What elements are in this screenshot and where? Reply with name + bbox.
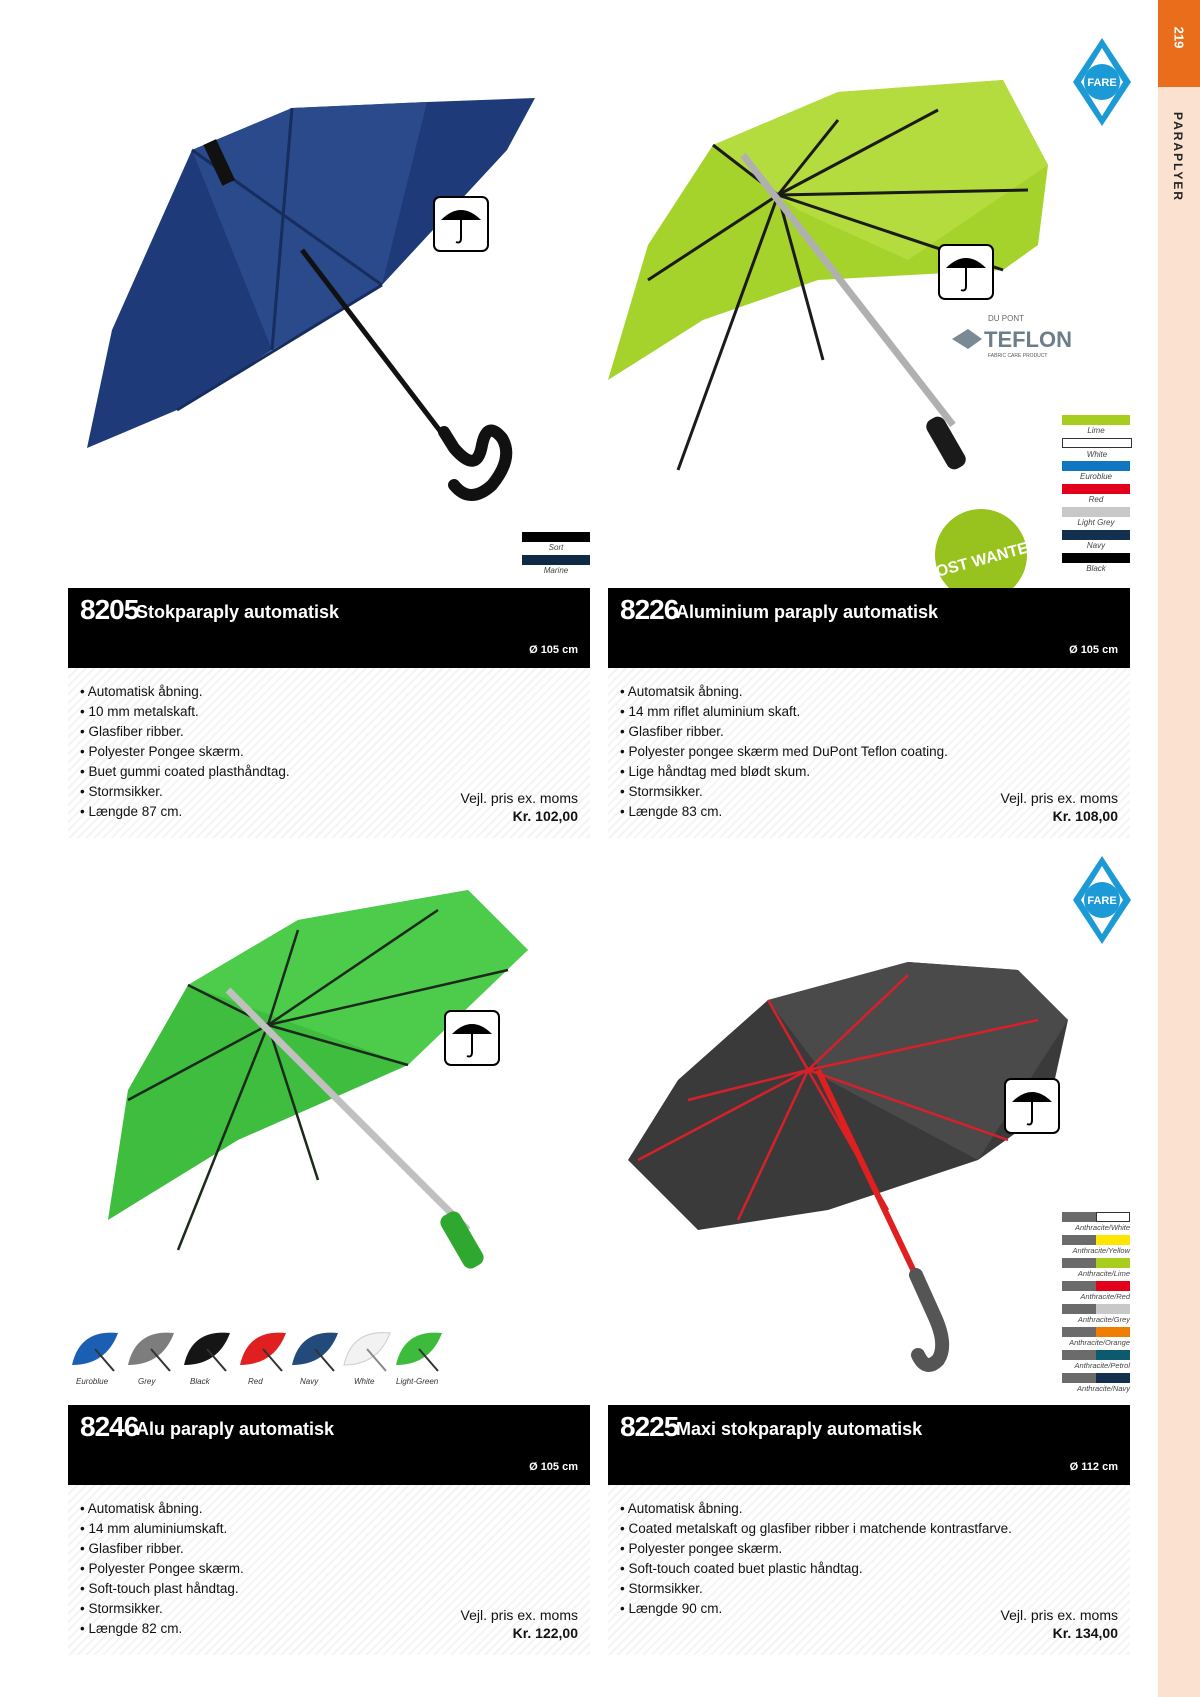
color-swatch: White <box>1062 438 1132 448</box>
feature-item: • Soft-touch plast håndtag. <box>80 1579 244 1599</box>
fare-logo <box>1073 38 1131 131</box>
product-title: Alu paraply automatisk <box>136 1419 335 1439</box>
feature-item: • Glasfiber ribber. <box>620 722 948 742</box>
feature-item: • Længde 82 cm. <box>80 1619 244 1639</box>
product-diameter: Ø 112 cm <box>1069 1461 1118 1473</box>
product-diameter: Ø 105 cm <box>529 1461 578 1473</box>
umbrella-thumb-icon <box>126 1325 176 1375</box>
feature-item: • Automatisk åbning. <box>620 1499 1012 1519</box>
feature-item: • Længde 83 cm. <box>620 802 948 822</box>
price: Kr. 134,00 <box>1052 1625 1118 1641</box>
umbrella-thumb-icon <box>182 1325 232 1375</box>
price: Kr. 102,00 <box>512 808 578 824</box>
product-card-8246 <box>68 860 590 1660</box>
svg-text:FARE: FARE <box>1087 77 1117 89</box>
color-swatch: Euroblue <box>1062 461 1130 471</box>
umbrella-thumb-icon <box>394 1325 444 1375</box>
feature-item: • Lige håndtag med blødt skum. <box>620 762 948 782</box>
svg-text:DU PONT: DU PONT <box>988 314 1024 323</box>
product-body <box>68 668 590 838</box>
feature-item: • Automatisk åbning. <box>80 682 290 702</box>
product-diameter: Ø 105 cm <box>1069 644 1118 656</box>
price: Kr. 108,00 <box>1052 808 1118 824</box>
feature-list <box>80 1499 244 1639</box>
color-swatches <box>1062 415 1132 573</box>
umbrella-thumb-icon <box>290 1325 340 1375</box>
umbrella-feature-icon <box>938 244 994 300</box>
feature-item: • Polyester pongee skærm med DuPont Teflon coating. <box>620 742 948 762</box>
umbrella-feature-icon <box>1004 1078 1060 1134</box>
color-swatch: Black <box>1062 553 1130 563</box>
product-header <box>68 588 590 668</box>
color-swatch: Anthracite/Petrol <box>1062 1350 1130 1360</box>
price-label: Vejl. pris ex. moms <box>460 1607 578 1623</box>
svg-text:TEFLON: TEFLON <box>984 327 1072 352</box>
umbrella-thumb-icon <box>70 1325 120 1375</box>
feature-item: • Stormsikker. <box>620 782 948 802</box>
umbrella-photo-navy <box>82 80 582 510</box>
feature-item: • Stormsikker. <box>80 782 290 802</box>
feature-item: • Glasfiber ribber. <box>80 1539 244 1559</box>
umbrella-photo-anthracite <box>628 960 1068 1380</box>
section-tab <box>1158 0 1200 1697</box>
color-swatch: Anthracite/White <box>1062 1212 1130 1222</box>
color-swatch: Marine <box>522 555 590 565</box>
teflon-logo <box>948 313 1073 361</box>
feature-item: • Soft-touch coated buet plastic håndtag. <box>620 1559 1012 1579</box>
feature-item: • Coated metalskaft og glasfiber ribber i matchende kontrastfarve. <box>620 1519 1012 1539</box>
color-swatch: Sort <box>522 532 590 542</box>
product-title: Aluminium paraply automatisk <box>676 602 939 622</box>
color-swatch: Anthracite/Lime <box>1062 1258 1130 1268</box>
feature-item: • Automatsik åbning. <box>620 682 948 702</box>
feature-item: • Polyester Pongee skærm. <box>80 1559 244 1579</box>
color-swatch: Lime <box>1062 415 1130 425</box>
feature-item: • Stormsikker. <box>80 1599 244 1619</box>
umbrella-photo-green <box>108 890 548 1290</box>
color-swatches <box>522 532 590 575</box>
product-title: Stokparaply automatisk <box>136 602 340 622</box>
color-swatch: Anthracite/Orange <box>1062 1327 1130 1337</box>
product-header <box>608 588 1130 668</box>
product-body <box>68 1485 590 1655</box>
page-number: 219 <box>1171 26 1187 49</box>
product-card-8225 <box>608 860 1130 1660</box>
feature-list <box>620 1499 1012 1619</box>
color-swatch: Light Grey <box>1062 507 1130 517</box>
svg-text:FABRIC CARE PRODUCT: FABRIC CARE PRODUCT <box>988 353 1048 359</box>
color-thumbnails: Euroblue Grey Black Red Navy White Light-Green <box>68 1325 468 1395</box>
product-diameter: Ø 105 cm <box>529 644 578 656</box>
product-body <box>608 668 1130 838</box>
feature-item: • Stormsikker. <box>620 1579 1012 1599</box>
price-label: Vejl. pris ex. moms <box>460 790 578 806</box>
product-body <box>608 1485 1130 1655</box>
product-code: 8226 <box>620 594 679 625</box>
color-swatch: Navy <box>1062 530 1130 540</box>
product-title: Maxi stokparaply automatisk <box>676 1419 923 1439</box>
feature-list <box>620 682 948 822</box>
feature-item: • Automatisk åbning. <box>80 1499 244 1519</box>
feature-item: • 14 mm aluminiumskaft. <box>80 1519 244 1539</box>
product-code: 8246 <box>80 1411 139 1442</box>
product-card-8226 <box>608 0 1130 840</box>
feature-item: • Polyester pongee skærm. <box>620 1539 1012 1559</box>
product-header <box>608 1405 1130 1485</box>
feature-item: • Længde 90 cm. <box>620 1599 1012 1619</box>
page-number-box <box>1158 0 1200 87</box>
feature-item: • Polyester Pongee skærm. <box>80 742 290 762</box>
product-header <box>68 1405 590 1485</box>
umbrella-feature-icon <box>444 1010 500 1066</box>
price-label: Vejl. pris ex. moms <box>1000 1607 1118 1623</box>
color-swatch: Red <box>1062 484 1130 494</box>
feature-list <box>80 682 290 822</box>
product-code: 8225 <box>620 1411 679 1442</box>
feature-item: • 10 mm metalskaft. <box>80 702 290 722</box>
product-card-8205 <box>68 0 590 840</box>
feature-item: • Glasfiber ribber. <box>80 722 290 742</box>
svg-text:MOST WANTED: MOST WANTED <box>921 536 1042 585</box>
color-swatch: Anthracite/Grey <box>1062 1304 1130 1314</box>
section-label: PARAPLYER <box>1171 111 1185 203</box>
umbrella-thumb-icon <box>342 1325 392 1375</box>
price-label: Vejl. pris ex. moms <box>1000 790 1118 806</box>
color-swatch: Anthracite/Navy <box>1062 1373 1130 1383</box>
umbrella-thumb-icon <box>238 1325 288 1375</box>
feature-item: • Buet gummi coated plasthåndtag. <box>80 762 290 782</box>
product-code: 8205 <box>80 594 139 625</box>
color-swatches <box>1062 1212 1130 1393</box>
color-swatch: Anthracite/Yellow <box>1062 1235 1130 1245</box>
svg-text:FARE: FARE <box>1087 895 1117 907</box>
umbrella-feature-icon <box>433 196 489 252</box>
feature-item: • Længde 87 cm. <box>80 802 290 822</box>
price: Kr. 122,00 <box>512 1625 578 1641</box>
fare-logo <box>1073 856 1131 949</box>
color-swatch: Anthracite/Red <box>1062 1281 1130 1291</box>
feature-item: • 14 mm riflet aluminium skaft. <box>620 702 948 722</box>
